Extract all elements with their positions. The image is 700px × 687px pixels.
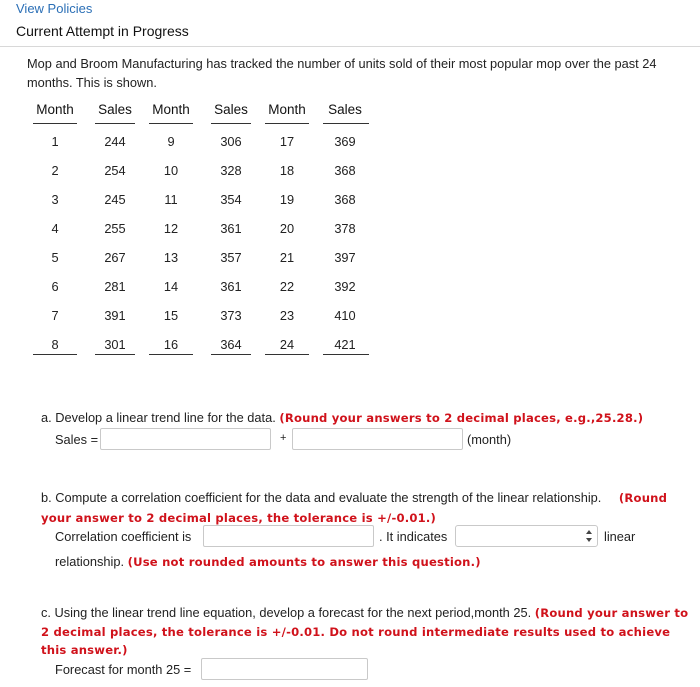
table-header-month-3: Month xyxy=(268,102,306,117)
month-cell: 4 xyxy=(51,221,59,236)
month-cell: 1 xyxy=(51,134,59,149)
indicates-label: . It indicates xyxy=(379,529,448,544)
table-header-sales-2: Sales xyxy=(214,102,248,117)
month-cell: 19 xyxy=(279,192,295,207)
month-cell: 8 xyxy=(51,337,59,352)
month-cell: 17 xyxy=(279,134,295,149)
part-c-instruction: (Round your answer to 2 decimal places, the tolerance is +/-0.01. Do not round intermediate results used to achieve this answer.) xyxy=(41,606,689,657)
view-policies-link[interactable]: View Policies xyxy=(16,1,93,16)
sales-cell: 357 xyxy=(220,250,242,265)
month-cell: 12 xyxy=(163,221,179,236)
relationship-label: relationship. xyxy=(55,554,125,569)
month-cell: 11 xyxy=(164,192,178,207)
forecast-input[interactable] xyxy=(201,658,368,680)
sales-cell: 392 xyxy=(334,279,356,294)
sales-cell: 254 xyxy=(104,163,126,178)
month-cell: 16 xyxy=(163,337,179,352)
plus-sign: + xyxy=(280,432,287,444)
sales-label: Sales = xyxy=(55,432,99,447)
sales-cell: 368 xyxy=(334,192,356,207)
part-c-question xyxy=(41,604,696,660)
footer-underline xyxy=(95,354,135,355)
header-underline xyxy=(323,123,369,124)
sales-cell: 373 xyxy=(220,308,242,323)
header-underline xyxy=(149,123,193,124)
month-cell: 7 xyxy=(51,308,59,323)
sales-cell: 361 xyxy=(220,221,242,236)
sales-cell: 267 xyxy=(104,250,126,265)
month-cell: 6 xyxy=(51,279,59,294)
sales-cell: 354 xyxy=(220,192,242,207)
month-cell: 9 xyxy=(167,134,175,149)
page-title: Current Attempt in Progress xyxy=(16,23,189,39)
question-prompt: Mop and Broom Manufacturing has tracked the number of units sold of their most popular mop over the past 24 months. This is shown. xyxy=(27,56,657,90)
correlation-input[interactable] xyxy=(203,525,374,547)
table-header-sales-1: Sales xyxy=(98,102,132,117)
select-arrows-icon xyxy=(585,529,593,543)
header-underline xyxy=(265,123,309,124)
header-underline xyxy=(211,123,251,124)
sales-cell: 245 xyxy=(104,192,126,207)
table-header-sales-3: Sales xyxy=(328,102,362,117)
footer-underline xyxy=(265,354,309,355)
month-cell: 10 xyxy=(163,163,179,178)
sales-cell: 244 xyxy=(104,134,126,149)
month-cell: 13 xyxy=(163,250,179,265)
slope-input[interactable] xyxy=(292,428,463,450)
month-cell: 15 xyxy=(163,308,179,323)
relationship-line xyxy=(55,554,481,569)
forecast-label: Forecast for month 25 = xyxy=(55,662,192,677)
month-cell: 21 xyxy=(279,250,295,265)
sales-cell: 361 xyxy=(220,279,242,294)
part-b-note: (Use not rounded amounts to answer this question.) xyxy=(127,555,481,569)
part-a-text: a. Develop a linear trend line for the data. xyxy=(41,410,276,425)
footer-underline xyxy=(211,354,251,355)
sales-cell: 255 xyxy=(104,221,126,236)
header-underline xyxy=(95,123,135,124)
sales-cell: 306 xyxy=(220,134,242,149)
month-cell: 5 xyxy=(51,250,59,265)
month-cell: 3 xyxy=(51,192,59,207)
header-divider xyxy=(0,46,700,47)
part-b-question xyxy=(41,488,696,528)
strength-select[interactable] xyxy=(455,525,598,547)
month-cell: 20 xyxy=(279,221,295,236)
sales-cell: 281 xyxy=(104,279,126,294)
sales-cell: 368 xyxy=(334,163,356,178)
part-b-instruction: (Round your answer to 2 decimal places, the tolerance is +/-0.01.) xyxy=(41,491,668,525)
sales-cell: 328 xyxy=(220,163,242,178)
sales-cell: 369 xyxy=(334,134,356,149)
month-cell: 2 xyxy=(51,163,59,178)
sales-cell: 421 xyxy=(334,337,356,352)
month-cell: 24 xyxy=(279,337,295,352)
month-label: (month) xyxy=(467,432,512,447)
part-c-text: c. Using the linear trend line equation, develop a forecast for the next period,month 25. xyxy=(41,605,532,620)
sales-cell: 364 xyxy=(220,337,242,352)
sales-cell: 391 xyxy=(104,308,126,323)
sales-cell: 397 xyxy=(334,250,356,265)
month-cell: 22 xyxy=(279,279,295,294)
month-cell: 23 xyxy=(279,308,295,323)
table-header-month-2: Month xyxy=(152,102,190,117)
sales-cell: 378 xyxy=(334,221,356,236)
footer-underline xyxy=(33,354,77,355)
linear-label: linear xyxy=(604,529,636,544)
sales-cell: 301 xyxy=(104,337,126,352)
header-underline xyxy=(33,123,77,124)
part-a-question xyxy=(41,410,691,425)
table-header-month-1: Month xyxy=(36,102,74,117)
sales-cell: 410 xyxy=(334,308,356,323)
part-b-text: b. Compute a correlation coefficient for the data and evaluate the strength of the linear relationship. xyxy=(41,490,602,505)
month-cell: 18 xyxy=(279,163,295,178)
month-cell: 14 xyxy=(163,279,179,294)
part-a-instruction: (Round your answers to 2 decimal places, e.g.,25.28.) xyxy=(279,411,644,425)
footer-underline xyxy=(323,354,369,355)
footer-underline xyxy=(149,354,193,355)
intercept-input[interactable] xyxy=(100,428,271,450)
correlation-label: Correlation coefficient is xyxy=(55,529,192,544)
